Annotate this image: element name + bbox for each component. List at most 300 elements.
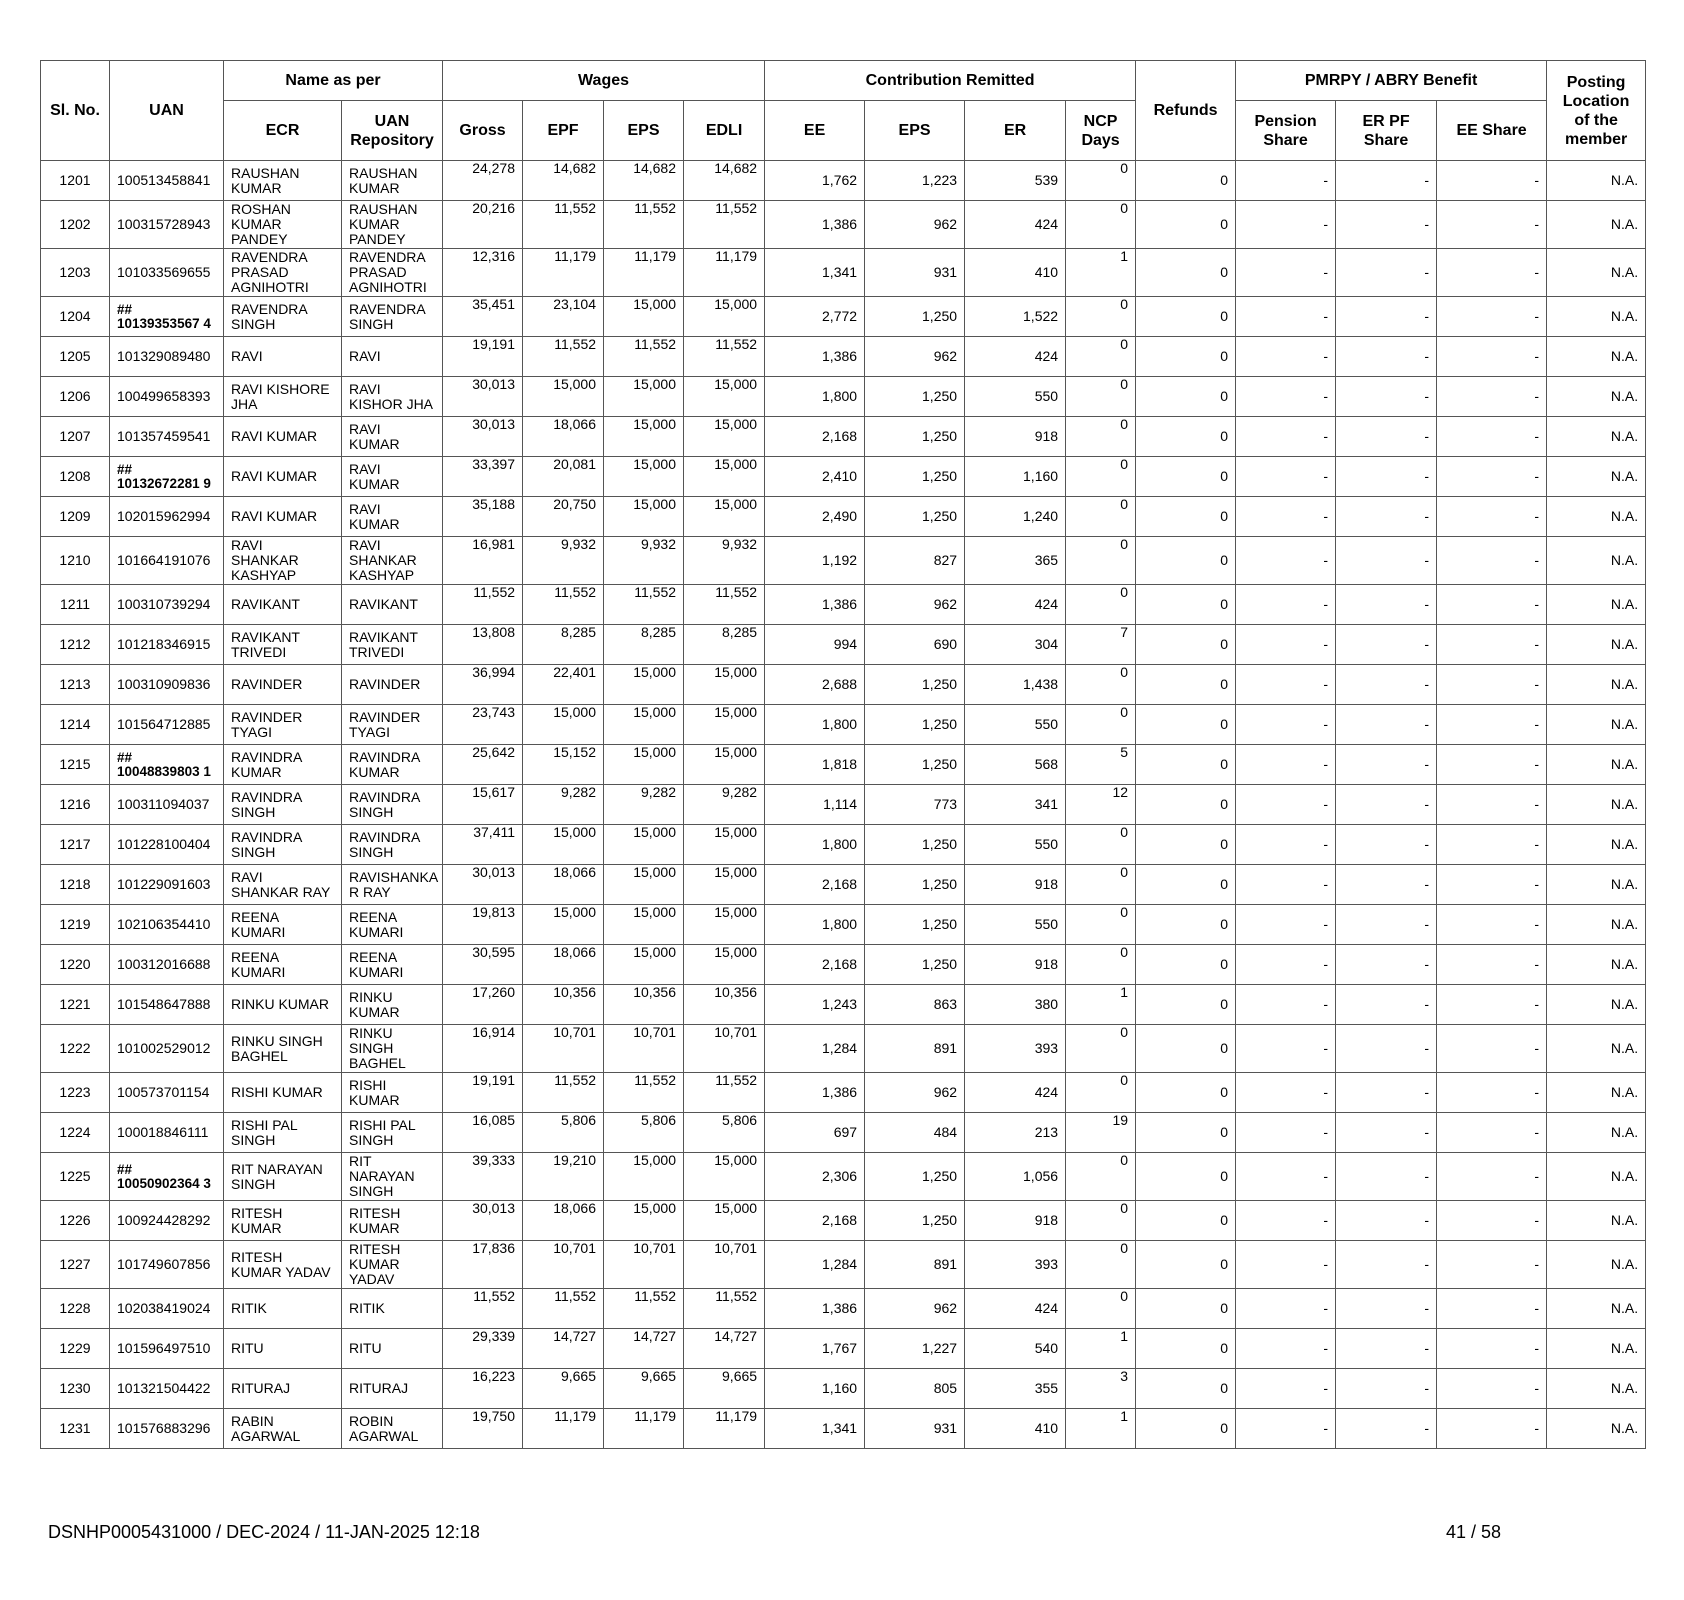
- table-row: [41, 417, 1646, 457]
- cell-refunds: 0: [1136, 201, 1236, 249]
- cell-epf: 15,000: [523, 825, 604, 865]
- cell-refunds: 0: [1136, 537, 1236, 585]
- cell-ee: 2,168: [765, 417, 865, 457]
- cell-refunds: 0: [1136, 1113, 1236, 1153]
- cell-epf: 18,066: [523, 945, 604, 985]
- cell-gross: 16,085: [443, 1113, 523, 1153]
- cell-epf: 11,179: [523, 249, 604, 297]
- cell-eps: 11,179: [604, 249, 684, 297]
- cell-posting-location: N.A.: [1547, 585, 1646, 625]
- cell-ncp-days: 0: [1066, 1289, 1136, 1329]
- cell-eps: 15,000: [604, 825, 684, 865]
- cell-eps: 15,000: [604, 457, 684, 497]
- cell-sl-no: 1220: [41, 945, 110, 985]
- cell-er-pf-share: -: [1336, 1329, 1437, 1369]
- cell-posting-location: N.A.: [1547, 705, 1646, 745]
- cell-ee-share: -: [1437, 377, 1547, 417]
- cell-ee-share: -: [1437, 201, 1547, 249]
- cell-epf: 18,066: [523, 865, 604, 905]
- cell-sl-no: 1212: [41, 625, 110, 665]
- cell-ee: 1,800: [765, 377, 865, 417]
- cell-ee: 1,800: [765, 825, 865, 865]
- cell-ecr-name: RAVI KUMAR: [224, 417, 342, 457]
- cell-ecr-name: RAVI: [224, 337, 342, 377]
- cell-ncp-days: 1: [1066, 1329, 1136, 1369]
- table-row: [41, 665, 1646, 705]
- cell-uan-repository-name: RISHI PAL SINGH: [342, 1113, 443, 1153]
- cell-uan: 101564712885: [110, 705, 224, 745]
- cell-gross: 39,333: [443, 1153, 523, 1201]
- cell-ee: 2,688: [765, 665, 865, 705]
- cell-pension-share: -: [1236, 585, 1336, 625]
- cell-er: 410: [965, 1409, 1066, 1449]
- cell-ee-share: -: [1437, 945, 1547, 985]
- cell-uan-repository-name: RINKU SINGH BAGHEL: [342, 1025, 443, 1073]
- cell-sl-no: 1229: [41, 1329, 110, 1369]
- cell-pension-share: -: [1236, 1409, 1336, 1449]
- table-row: [41, 865, 1646, 905]
- cell-sl-no: 1218: [41, 865, 110, 905]
- cell-ecr-name: RAVINDER TYAGI: [224, 705, 342, 745]
- cell-pension-share: -: [1236, 417, 1336, 457]
- cell-refunds: 0: [1136, 985, 1236, 1025]
- cell-sl-no: 1231: [41, 1409, 110, 1449]
- cell-ee: 1,386: [765, 201, 865, 249]
- cell-posting-location: N.A.: [1547, 497, 1646, 537]
- cell-ee: 1,386: [765, 337, 865, 377]
- cell-ncp-days: 0: [1066, 497, 1136, 537]
- cell-ee-share: -: [1437, 1369, 1547, 1409]
- cell-er-pf-share: -: [1336, 537, 1437, 585]
- cell-uan: 100018846111: [110, 1113, 224, 1153]
- cell-ee: 1,386: [765, 1073, 865, 1113]
- cell-epf: 22,401: [523, 665, 604, 705]
- cell-ncp-days: 0: [1066, 377, 1136, 417]
- cell-edli: 10,701: [684, 1025, 765, 1073]
- cell-ee-share: -: [1437, 1201, 1547, 1241]
- cell-sl-no: 1216: [41, 785, 110, 825]
- cell-ee-share: -: [1437, 1241, 1547, 1289]
- cell-gross: 23,743: [443, 705, 523, 745]
- cell-er-pf-share: -: [1336, 1241, 1437, 1289]
- cell-uan-repository-name: RITU: [342, 1329, 443, 1369]
- header-ee-share: EE Share: [1437, 101, 1547, 161]
- table-row: [41, 625, 1646, 665]
- cell-ecr-name: RABIN AGARWAL: [224, 1409, 342, 1449]
- cell-gross: 25,642: [443, 745, 523, 785]
- cell-edli: 11,552: [684, 585, 765, 625]
- cell-uan-repository-name: RAVI SHANKAR KASHYAP: [342, 537, 443, 585]
- cell-ncp-days: 12: [1066, 785, 1136, 825]
- cell-pension-share: -: [1236, 1369, 1336, 1409]
- cell-ncp-days: 0: [1066, 905, 1136, 945]
- cell-er: 393: [965, 1241, 1066, 1289]
- cell-posting-location: N.A.: [1547, 201, 1646, 249]
- cell-sl-no: 1202: [41, 201, 110, 249]
- cell-epf: 10,701: [523, 1241, 604, 1289]
- cell-uan-repository-name: RAVENDRA PRASAD AGNIHOTRI: [342, 249, 443, 297]
- cell-edli: 15,000: [684, 1201, 765, 1241]
- cell-eps: 11,552: [604, 1073, 684, 1113]
- cell-ecr-name: RAVI KUMAR: [224, 497, 342, 537]
- cell-gross: 36,994: [443, 665, 523, 705]
- cell-sl-no: 1223: [41, 1073, 110, 1113]
- cell-sl-no: 1215: [41, 745, 110, 785]
- cell-edli: 15,000: [684, 945, 765, 985]
- cell-er-pf-share: -: [1336, 201, 1437, 249]
- cell-refunds: 0: [1136, 705, 1236, 745]
- cell-refunds: 0: [1136, 865, 1236, 905]
- cell-uan: 101033569655: [110, 249, 224, 297]
- header-uan-repository: UAN Repository: [342, 101, 443, 161]
- cell-er: 304: [965, 625, 1066, 665]
- cell-er: 424: [965, 585, 1066, 625]
- cell-contribution-eps: 1,250: [865, 905, 965, 945]
- cell-eps: 15,000: [604, 705, 684, 745]
- cell-pension-share: -: [1236, 537, 1336, 585]
- cell-refunds: 0: [1136, 297, 1236, 337]
- cell-er: 539: [965, 161, 1066, 201]
- cell-ee: 994: [765, 625, 865, 665]
- cell-gross: 11,552: [443, 585, 523, 625]
- cell-eps: 14,727: [604, 1329, 684, 1369]
- cell-uan: 100311094037: [110, 785, 224, 825]
- cell-sl-no: 1211: [41, 585, 110, 625]
- cell-eps: 11,179: [604, 1409, 684, 1449]
- cell-contribution-eps: 1,250: [865, 1153, 965, 1201]
- cell-sl-no: 1217: [41, 825, 110, 865]
- cell-epf: 18,066: [523, 1201, 604, 1241]
- cell-posting-location: N.A.: [1547, 785, 1646, 825]
- cell-ee: 1,800: [765, 905, 865, 945]
- table-row: [41, 457, 1646, 497]
- cell-refunds: 0: [1136, 745, 1236, 785]
- cell-edli: 11,179: [684, 1409, 765, 1449]
- cell-ee-share: -: [1437, 905, 1547, 945]
- cell-eps: 15,000: [604, 865, 684, 905]
- cell-gross: 35,451: [443, 297, 523, 337]
- cell-ncp-days: 0: [1066, 457, 1136, 497]
- cell-ncp-days: 0: [1066, 1153, 1136, 1201]
- cell-uan: 101002529012: [110, 1025, 224, 1073]
- cell-er-pf-share: -: [1336, 985, 1437, 1025]
- cell-er: 918: [965, 865, 1066, 905]
- cell-er-pf-share: -: [1336, 1409, 1437, 1449]
- cell-eps: 11,552: [604, 1289, 684, 1329]
- cell-uan: 100310739294: [110, 585, 224, 625]
- cell-pension-share: -: [1236, 297, 1336, 337]
- cell-ee: 1,762: [765, 161, 865, 201]
- cell-er: 424: [965, 337, 1066, 377]
- cell-sl-no: 1219: [41, 905, 110, 945]
- cell-uan-repository-name: RAUSHAN KUMAR PANDEY: [342, 201, 443, 249]
- cell-uan: 101749607856: [110, 1241, 224, 1289]
- cell-refunds: 0: [1136, 1241, 1236, 1289]
- cell-ee: 697: [765, 1113, 865, 1153]
- header-epf: EPF: [523, 101, 604, 161]
- cell-refunds: 0: [1136, 665, 1236, 705]
- cell-epf: 9,932: [523, 537, 604, 585]
- cell-posting-location: N.A.: [1547, 337, 1646, 377]
- cell-er-pf-share: -: [1336, 337, 1437, 377]
- cell-er-pf-share: -: [1336, 745, 1437, 785]
- cell-epf: 15,000: [523, 377, 604, 417]
- cell-uan: 101548647888: [110, 985, 224, 1025]
- table-row: [41, 249, 1646, 297]
- cell-refunds: 0: [1136, 457, 1236, 497]
- cell-sl-no: 1227: [41, 1241, 110, 1289]
- cell-gross: 16,914: [443, 1025, 523, 1073]
- cell-pension-share: -: [1236, 825, 1336, 865]
- cell-eps: 15,000: [604, 745, 684, 785]
- header-pmrpy-abry: PMRPY / ABRY Benefit: [1236, 61, 1547, 101]
- cell-eps: 8,285: [604, 625, 684, 665]
- cell-eps: 15,000: [604, 497, 684, 537]
- cell-refunds: 0: [1136, 945, 1236, 985]
- cell-ncp-days: 0: [1066, 825, 1136, 865]
- cell-refunds: 0: [1136, 1409, 1236, 1449]
- cell-uan: 102106354410: [110, 905, 224, 945]
- cell-eps: 15,000: [604, 377, 684, 417]
- cell-ee: 1,767: [765, 1329, 865, 1369]
- cell-eps: 10,356: [604, 985, 684, 1025]
- cell-ncp-days: 0: [1066, 1073, 1136, 1113]
- table-row: [41, 337, 1646, 377]
- cell-ee: 1,800: [765, 705, 865, 745]
- cell-ee-share: -: [1437, 985, 1547, 1025]
- cell-ee-share: -: [1437, 825, 1547, 865]
- cell-sl-no: 1207: [41, 417, 110, 457]
- cell-ncp-days: 19: [1066, 1113, 1136, 1153]
- cell-edli: 15,000: [684, 745, 765, 785]
- cell-sl-no: 1228: [41, 1289, 110, 1329]
- cell-posting-location: N.A.: [1547, 1289, 1646, 1329]
- cell-eps: 15,000: [604, 665, 684, 705]
- cell-uan: 100924428292: [110, 1201, 224, 1241]
- cell-ncp-days: 0: [1066, 337, 1136, 377]
- cell-sl-no: 1208: [41, 457, 110, 497]
- cell-eps: 15,000: [604, 945, 684, 985]
- table-row: [41, 1329, 1646, 1369]
- cell-gross: 13,808: [443, 625, 523, 665]
- cell-ecr-name: RINKU SINGH BAGHEL: [224, 1025, 342, 1073]
- cell-er: 213: [965, 1113, 1066, 1153]
- cell-sl-no: 1201: [41, 161, 110, 201]
- cell-gross: 17,260: [443, 985, 523, 1025]
- cell-ecr-name: RAVI KUMAR: [224, 457, 342, 497]
- cell-ecr-name: RITESH KUMAR YADAV: [224, 1241, 342, 1289]
- cell-er-pf-share: -: [1336, 945, 1437, 985]
- cell-contribution-eps: 931: [865, 249, 965, 297]
- cell-sl-no: 1221: [41, 985, 110, 1025]
- cell-er: 393: [965, 1025, 1066, 1073]
- cell-refunds: 0: [1136, 377, 1236, 417]
- cell-ee-share: -: [1437, 537, 1547, 585]
- cell-ee-share: -: [1437, 337, 1547, 377]
- cell-ee: 1,386: [765, 585, 865, 625]
- cell-er-pf-share: -: [1336, 1369, 1437, 1409]
- cell-ee-share: -: [1437, 249, 1547, 297]
- cell-gross: 17,836: [443, 1241, 523, 1289]
- cell-uan: 101576883296: [110, 1409, 224, 1449]
- cell-er-pf-share: -: [1336, 785, 1437, 825]
- cell-ecr-name: RAVENDRA SINGH: [224, 297, 342, 337]
- cell-uan: 101321504422: [110, 1369, 224, 1409]
- cell-posting-location: N.A.: [1547, 417, 1646, 457]
- cell-gross: 20,216: [443, 201, 523, 249]
- cell-er: 550: [965, 905, 1066, 945]
- cell-uan-repository-name: RAUSHAN KUMAR: [342, 161, 443, 201]
- cell-uan-repository-name: RAVISHANKA R RAY: [342, 865, 443, 905]
- cell-er-pf-share: -: [1336, 417, 1437, 457]
- cell-ecr-name: RAVI KISHORE JHA: [224, 377, 342, 417]
- cell-ecr-name: RAVI SHANKAR KASHYAP: [224, 537, 342, 585]
- cell-contribution-eps: 962: [865, 585, 965, 625]
- cell-ee-share: -: [1437, 785, 1547, 825]
- cell-contribution-eps: 690: [865, 625, 965, 665]
- cell-ee: 1,114: [765, 785, 865, 825]
- cell-uan: 102038419024: [110, 1289, 224, 1329]
- table-row: [41, 1289, 1646, 1329]
- cell-edli: 15,000: [684, 417, 765, 457]
- cell-uan-repository-name: RISHI KUMAR: [342, 1073, 443, 1113]
- cell-pension-share: -: [1236, 1113, 1336, 1153]
- cell-epf: 15,000: [523, 905, 604, 945]
- cell-ncp-days: 0: [1066, 585, 1136, 625]
- cell-edli: 15,000: [684, 705, 765, 745]
- header-name-as-per: Name as per: [224, 61, 443, 101]
- cell-eps: 15,000: [604, 297, 684, 337]
- cell-refunds: 0: [1136, 1153, 1236, 1201]
- cell-ee-share: -: [1437, 1289, 1547, 1329]
- cell-uan: 101596497510: [110, 1329, 224, 1369]
- table-row: [41, 377, 1646, 417]
- cell-ecr-name: RAUSHAN KUMAR: [224, 161, 342, 201]
- cell-gross: 16,223: [443, 1369, 523, 1409]
- cell-uan: ## 10139353567 4: [110, 297, 224, 337]
- cell-ncp-days: 3: [1066, 1369, 1136, 1409]
- cell-eps: 9,932: [604, 537, 684, 585]
- cell-gross: 30,013: [443, 417, 523, 457]
- cell-pension-share: -: [1236, 945, 1336, 985]
- cell-epf: 11,552: [523, 1073, 604, 1113]
- cell-pension-share: -: [1236, 1153, 1336, 1201]
- cell-ncp-days: 5: [1066, 745, 1136, 785]
- cell-ncp-days: 1: [1066, 985, 1136, 1025]
- cell-er: 550: [965, 825, 1066, 865]
- cell-posting-location: N.A.: [1547, 865, 1646, 905]
- cell-epf: 11,179: [523, 1409, 604, 1449]
- cell-pension-share: -: [1236, 1289, 1336, 1329]
- header-eps: EPS: [604, 101, 684, 161]
- cell-ee: 2,168: [765, 945, 865, 985]
- cell-contribution-eps: 891: [865, 1241, 965, 1289]
- cell-er: 424: [965, 1289, 1066, 1329]
- cell-uan-repository-name: RITURAJ: [342, 1369, 443, 1409]
- cell-ecr-name: REENA KUMARI: [224, 905, 342, 945]
- cell-er: 410: [965, 249, 1066, 297]
- table-row: [41, 785, 1646, 825]
- cell-eps: 9,282: [604, 785, 684, 825]
- cell-uan: 102015962994: [110, 497, 224, 537]
- cell-ee-share: -: [1437, 1073, 1547, 1113]
- cell-er: 1,522: [965, 297, 1066, 337]
- cell-gross: 16,981: [443, 537, 523, 585]
- cell-ecr-name: RISHI PAL SINGH: [224, 1113, 342, 1153]
- cell-contribution-eps: 962: [865, 1289, 965, 1329]
- cell-ncp-days: 0: [1066, 537, 1136, 585]
- cell-pension-share: -: [1236, 1329, 1336, 1369]
- cell-sl-no: 1213: [41, 665, 110, 705]
- cell-contribution-eps: 1,250: [865, 297, 965, 337]
- cell-posting-location: N.A.: [1547, 665, 1646, 705]
- cell-uan: ## 10132672281 9: [110, 457, 224, 497]
- cell-eps: 10,701: [604, 1025, 684, 1073]
- cell-uan-repository-name: RIT NARAYAN SINGH: [342, 1153, 443, 1201]
- cell-uan-repository-name: RAVENDRA SINGH: [342, 297, 443, 337]
- cell-edli: 14,682: [684, 161, 765, 201]
- cell-gross: 30,013: [443, 865, 523, 905]
- cell-pension-share: -: [1236, 625, 1336, 665]
- cell-uan-repository-name: ROBIN AGARWAL: [342, 1409, 443, 1449]
- table-row: [41, 161, 1646, 201]
- cell-edli: 11,552: [684, 201, 765, 249]
- cell-edli: 15,000: [684, 665, 765, 705]
- cell-er-pf-share: -: [1336, 457, 1437, 497]
- cell-er-pf-share: -: [1336, 497, 1437, 537]
- cell-ecr-name: RAVINDRA SINGH: [224, 825, 342, 865]
- cell-edli: 15,000: [684, 377, 765, 417]
- cell-sl-no: 1224: [41, 1113, 110, 1153]
- cell-refunds: 0: [1136, 497, 1236, 537]
- cell-edli: 15,000: [684, 497, 765, 537]
- cell-uan-repository-name: RAVINDRA KUMAR: [342, 745, 443, 785]
- cell-gross: 30,013: [443, 377, 523, 417]
- table-row: [41, 825, 1646, 865]
- cell-uan-repository-name: RAVI KISHOR JHA: [342, 377, 443, 417]
- cell-ncp-days: 0: [1066, 705, 1136, 745]
- cell-ee-share: -: [1437, 585, 1547, 625]
- cell-pension-share: -: [1236, 497, 1336, 537]
- table-row: [41, 905, 1646, 945]
- cell-contribution-eps: 1,250: [865, 1201, 965, 1241]
- cell-edli: 11,552: [684, 1289, 765, 1329]
- cell-contribution-eps: 1,223: [865, 161, 965, 201]
- cell-gross: 35,188: [443, 497, 523, 537]
- cell-er: 1,160: [965, 457, 1066, 497]
- cell-pension-share: -: [1236, 705, 1336, 745]
- cell-edli: 9,932: [684, 537, 765, 585]
- header-contribution-remitted: Contribution Remitted: [765, 61, 1136, 101]
- header-posting-location: Posting Location of the member: [1547, 61, 1646, 161]
- cell-uan: 100573701154: [110, 1073, 224, 1113]
- cell-er-pf-share: -: [1336, 249, 1437, 297]
- cell-ecr-name: RAVINDRA SINGH: [224, 785, 342, 825]
- cell-eps: 9,665: [604, 1369, 684, 1409]
- cell-ee: 1,160: [765, 1369, 865, 1409]
- header-refunds: Refunds: [1136, 61, 1236, 161]
- cell-edli: 14,727: [684, 1329, 765, 1369]
- cell-gross: 19,750: [443, 1409, 523, 1449]
- cell-gross: 11,552: [443, 1289, 523, 1329]
- cell-contribution-eps: 484: [865, 1113, 965, 1153]
- cell-ee: 1,284: [765, 1241, 865, 1289]
- cell-er-pf-share: -: [1336, 705, 1437, 745]
- cell-gross: 19,813: [443, 905, 523, 945]
- cell-er-pf-share: -: [1336, 1113, 1437, 1153]
- cell-uan: ## 10050902364 3: [110, 1153, 224, 1201]
- cell-sl-no: 1205: [41, 337, 110, 377]
